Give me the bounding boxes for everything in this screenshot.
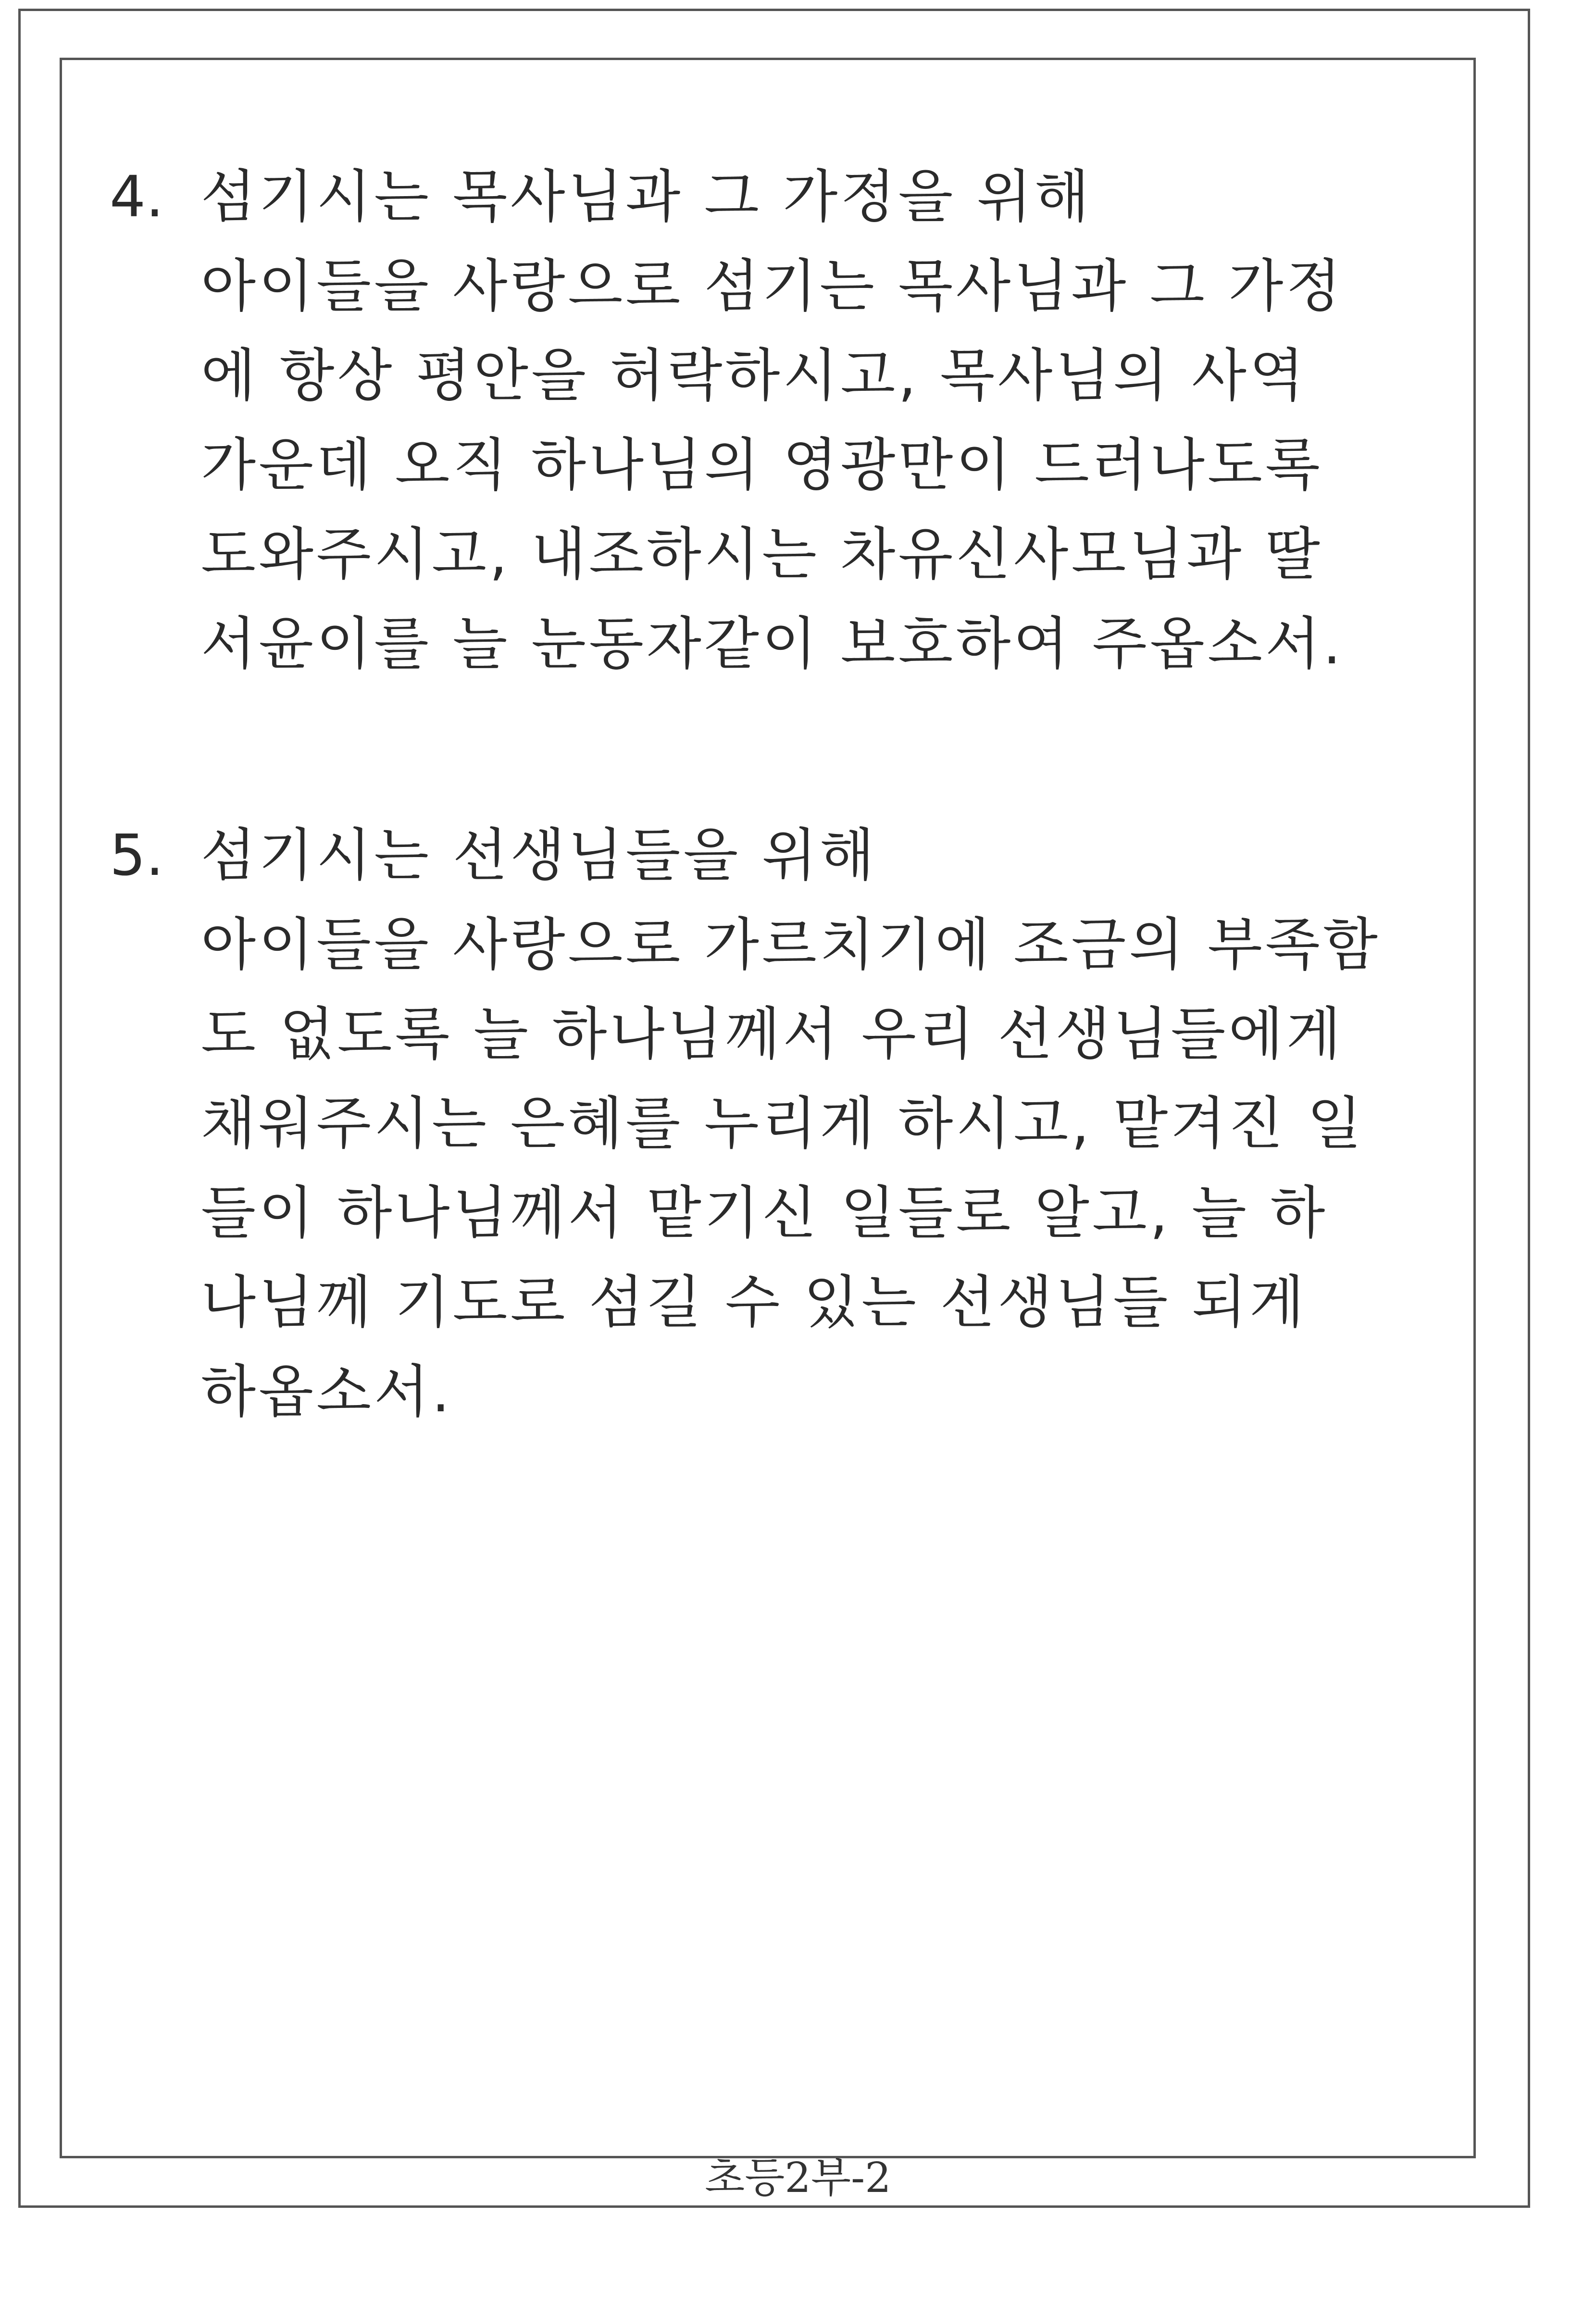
item-number: 4. [110,163,164,230]
item-line: 나님께 기도로 섬길 수 있는 선생님들 되게 [201,1269,1307,1335]
item-line: 아이들을 사랑으로 가르치기에 조금의 부족함 [201,911,1381,978]
item-line: 가운데 오직 하나님의 영광만이 드러나도록 [201,432,1323,498]
item-line: 도와주시고, 내조하시는 차유신사모님과 딸 [201,521,1323,587]
page-footer: 초등2부-2 [705,2154,891,2202]
item-line: 아이들을 사랑으로 섬기는 목사님과 그 가정 [201,253,1344,319]
item-line: 도 없도록 늘 하나님께서 우리 선생님들에게 [201,1001,1344,1067]
item-line: 들이 하나님께서 맡기신 일들로 알고, 늘 하 [201,1180,1328,1246]
item-line: 채워주시는 은혜를 누리게 하시고, 맡겨진 일 [201,1090,1365,1157]
item-line: 에 항상 평안을 허락하시고, 목사님의 사역 [201,342,1307,409]
item-heading: 섬기시는 목사님과 그 가정을 위해 [201,163,1092,230]
item-line: 서윤이를 늘 눈동자같이 보호하여 주옵소서. [201,610,1344,677]
item-number: 5. [110,822,164,888]
item-line: 하옵소서. [201,1358,453,1425]
item-heading: 섬기시는 선생님들을 위해 [201,822,877,888]
